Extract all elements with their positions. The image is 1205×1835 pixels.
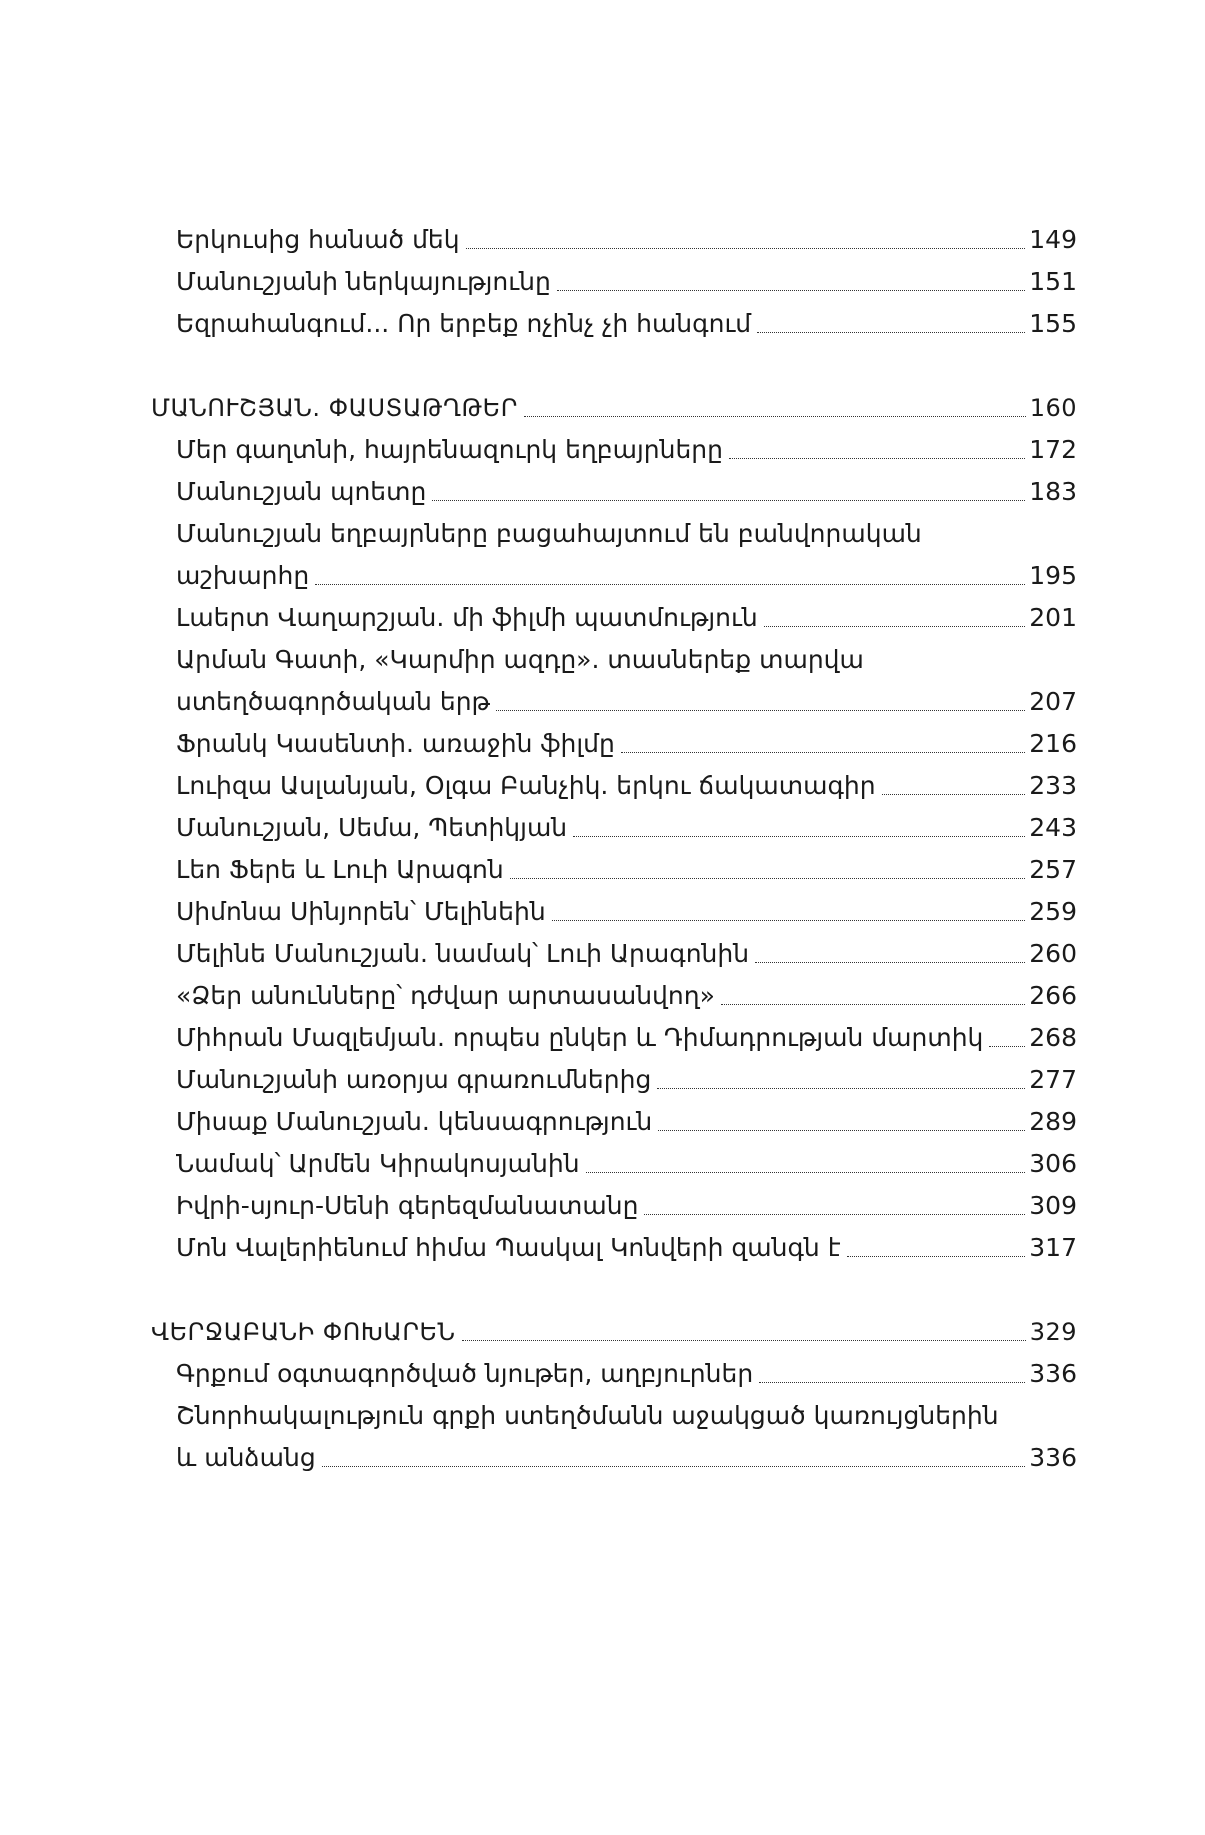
toc-section-heading <box>151 1312 1077 1348</box>
dot-leader <box>573 836 1025 837</box>
toc-entry <box>176 766 1077 802</box>
toc-section-heading <box>151 388 1077 424</box>
dot-leader <box>757 332 1025 333</box>
toc-entry-title: Մանուշյանի ներկայությունը <box>176 267 551 296</box>
toc-page-number: 317 <box>1029 1233 1077 1262</box>
dot-leader <box>466 248 1026 249</box>
toc-page-number: 151 <box>1029 267 1077 296</box>
toc-entry <box>176 892 1077 928</box>
toc-entry-title: Երկուսից հանած մեկ <box>176 225 460 254</box>
dot-leader <box>989 1046 1025 1047</box>
toc-page-number: 207 <box>1029 687 1077 716</box>
toc-entry <box>176 850 1077 886</box>
dot-leader <box>658 1130 1025 1131</box>
toc-entry-title: Մոն Վալերիենում հիմա Պասկալ Կոնվերի զանգն է <box>176 1233 841 1262</box>
toc-entry <box>176 220 1077 256</box>
toc-page-number: 172 <box>1029 435 1077 464</box>
toc-entry-title: Մանուշյան, Սեմա, Պետիկյան <box>176 813 568 842</box>
toc-entry <box>176 430 1077 466</box>
toc-entry <box>176 976 1077 1012</box>
dot-leader <box>552 920 1026 921</box>
toc-entry <box>176 556 1077 592</box>
toc-entry <box>176 640 1077 676</box>
toc-entry <box>176 1396 1077 1432</box>
dot-leader <box>462 1340 1026 1341</box>
toc-entry-title: ՎԵՐՋԱԲԱՆԻ ՓՈԽԱՐԵՆ <box>151 1318 456 1346</box>
toc-page-number: 160 <box>1029 394 1077 422</box>
dot-leader <box>621 752 1025 753</box>
dot-leader <box>524 416 1026 417</box>
toc-entry <box>176 262 1077 298</box>
dot-leader <box>759 1382 1025 1383</box>
toc-page-number: 266 <box>1029 981 1077 1010</box>
toc-entry-title: ՄԱՆՈՒՇՅԱՆ. ՓԱՍՏԱԹՂԹԵՐ <box>151 394 518 422</box>
toc-page-number: 268 <box>1029 1023 1077 1052</box>
toc-page-number: 155 <box>1029 309 1077 338</box>
toc-entry-title: Շնորհակալություն գրքի ստեղծմանն աջակցած կառույցներին <box>176 1401 999 1430</box>
toc-entry-title: Իվրի-սյուր-Սենի գերեզմանատանը <box>176 1191 639 1220</box>
toc-entry <box>176 1144 1077 1180</box>
toc-page-number: 306 <box>1029 1149 1077 1178</box>
dot-leader <box>432 500 1025 501</box>
toc-entry <box>176 1102 1077 1138</box>
toc-entry <box>176 514 1077 550</box>
toc-page-number: 277 <box>1029 1065 1077 1094</box>
dot-leader <box>557 290 1025 291</box>
toc-page-number: 257 <box>1029 855 1077 884</box>
toc-entry-title: Մանուշյանի առօրյա գրառումներից <box>176 1065 652 1094</box>
toc-entry-title: աշխարհը <box>176 561 310 590</box>
dot-leader <box>657 1088 1025 1089</box>
toc-entry-title: Ֆրանկ Կասենտի. առաջին ֆիլմը <box>176 729 615 758</box>
toc-entry-title: և անձանց <box>176 1443 316 1472</box>
dot-leader <box>729 458 1025 459</box>
toc-page-number: 289 <box>1029 1107 1077 1136</box>
dot-leader <box>315 584 1025 585</box>
toc-entry <box>176 1228 1077 1264</box>
toc-entry-title: Լուիզա Ասլանյան, Օլգա Բանչիկ. երկու ճակատագիր <box>176 771 876 800</box>
toc-entry <box>176 598 1077 634</box>
toc-entry-title: Լաերտ Վաղարշյան. մի ֆիլմի պատմություն <box>176 603 758 632</box>
dot-leader <box>847 1256 1026 1257</box>
toc-entry-title: Մանուշյան եղբայրները բացահայտում են բանվորական <box>176 519 922 548</box>
dot-leader <box>644 1214 1025 1215</box>
toc-entry <box>176 1438 1077 1474</box>
toc-entry <box>176 934 1077 970</box>
toc-entry <box>176 304 1077 340</box>
toc-entry-title: Սիմոնա Սինյորեն՝ Մելինեին <box>176 897 546 926</box>
toc-entry <box>176 808 1077 844</box>
toc-page-number: 243 <box>1029 813 1077 842</box>
toc-page-number: 233 <box>1029 771 1077 800</box>
toc-entry-title: Միհրան Մազլեմյան. որպես ընկեր և Դիմադրության մարտիկ <box>176 1023 984 1052</box>
toc-entry-title: Մելինե Մանուշյան. նամակ՝ Լուի Արագոնին <box>176 939 750 968</box>
toc-entry-title: Մանուշյան պոետը <box>176 477 427 506</box>
toc-page-number: 183 <box>1029 477 1077 506</box>
toc-entry-title: «Ձեր անունները՝ դժվար արտասանվող» <box>176 981 715 1010</box>
toc-entry-title: Լեո Ֆերե և Լուի Արագոն <box>176 855 504 884</box>
dot-leader <box>882 794 1026 795</box>
dot-leader <box>322 1466 1026 1467</box>
toc-page-number: 259 <box>1029 897 1077 926</box>
dot-leader <box>764 626 1026 627</box>
toc-page-number: 336 <box>1029 1359 1077 1388</box>
toc-entry <box>176 682 1077 718</box>
toc-entry-title: Միսաք Մանուշյան. կենսագրություն <box>176 1107 653 1136</box>
toc-entry-title: Մեր գաղտնի, հայրենազուրկ եղբայրները <box>176 435 723 464</box>
toc-entry-title: ստեղծագործական երթ <box>176 687 490 716</box>
toc-page-number: 260 <box>1029 939 1077 968</box>
dot-leader <box>496 710 1025 711</box>
toc-page-number: 195 <box>1029 561 1077 590</box>
toc-entry <box>176 724 1077 760</box>
toc-entry-title: Գրքում օգտագործված նյութեր, աղբյուրներ <box>176 1359 754 1388</box>
toc-page-number: 336 <box>1029 1443 1077 1472</box>
dot-leader <box>721 1004 1025 1005</box>
toc-entry <box>176 1186 1077 1222</box>
toc-page-number: 329 <box>1029 1318 1077 1346</box>
toc-entry-title: Արման Գատի, «Կարմիր ազդը». տասներեք տարվա <box>176 645 864 674</box>
toc-page-number: 216 <box>1029 729 1077 758</box>
toc-entry <box>176 472 1077 508</box>
dot-leader <box>510 878 1026 879</box>
dot-leader <box>586 1172 1026 1173</box>
toc-entry <box>176 1018 1077 1054</box>
toc-page-number: 309 <box>1029 1191 1077 1220</box>
toc-entry <box>176 1354 1077 1390</box>
toc-entry-title: Նամակ՝ Արմեն Կիրակոսյանին <box>176 1149 580 1178</box>
toc-page-number: 201 <box>1029 603 1077 632</box>
toc-page-number: 149 <box>1029 225 1077 254</box>
dot-leader <box>755 962 1025 963</box>
toc-entry-title: Եզրահանգում... Որ երբեք ոչինչ չի հանգում <box>176 309 752 338</box>
toc-entry <box>176 1060 1077 1096</box>
